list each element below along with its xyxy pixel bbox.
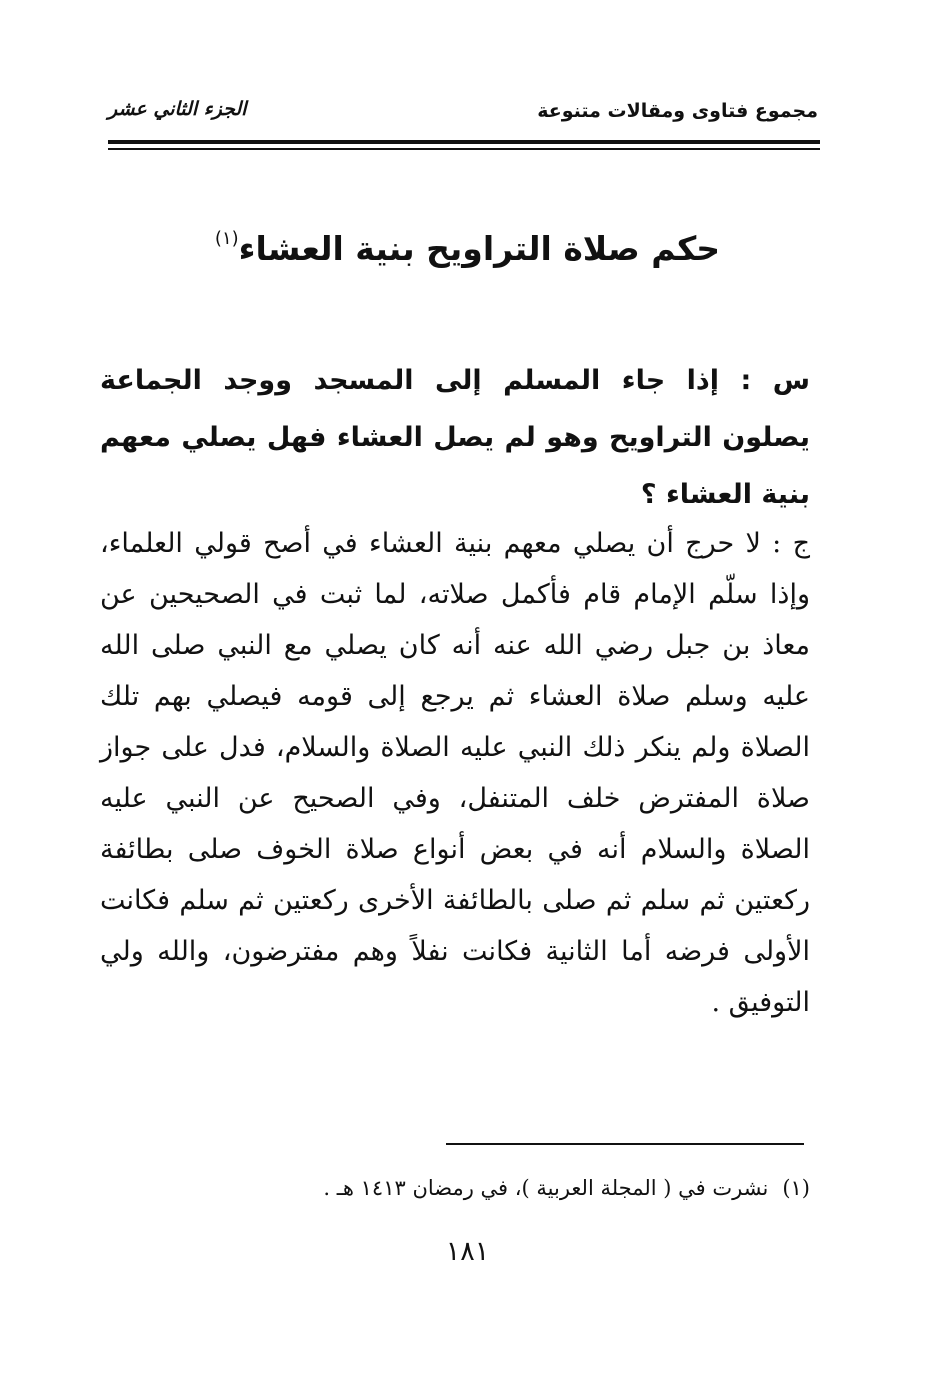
footnote-number: (١) [782, 1176, 810, 1200]
title-footnote-marker[interactable]: (١) [214, 228, 239, 249]
volume-label: الجزء الثاني عشر [108, 98, 247, 120]
article-title: حكم صلاة التراويح بنية العشاء [238, 229, 721, 268]
article-title-block [100, 228, 835, 268]
book-title: مجموع فتاوى ومقالات متنوعة [537, 100, 818, 122]
running-header [108, 100, 818, 130]
footnote-separator [446, 1143, 804, 1145]
footnote-text: نشرت في ( المجلة العربية )، في رمضان ١٤١٣ هـ . [323, 1176, 769, 1200]
footnote [240, 1176, 810, 1200]
page-number: ١٨١ [445, 1236, 490, 1267]
header-rule-thick [108, 140, 820, 144]
question-paragraph: س : إذا جاء المسلم إلى المسجد ووجد الجماعة يصلون التراويح وهو لم يصل العشاء فهل يصلي معهم بنية العشاء ؟ [100, 365, 810, 510]
answer-paragraph: ج : لا حرج أن يصلي معهم بنية العشاء في أصح قولي العلماء، وإذا سلّم الإمام قام فأكمل صلاته، لما ثبت في الصحيحين عن معاذ بن جبل رضي الله عنه أنه كان يصلي مع النبي صلى الله عليه وسلم صلاة العشاء ثم يرجع إلى قومه فيصلي بهم تلك الصلاة ولم ينكر ذلك النبي عليه الصلاة والسلام، فدل على جواز صلاة المفترض خلف المتنفل، وفي الصحيح عن النبي عليه الصلاة والسلام أنه في بعض أنواع صلاة الخوف صلى بطائفة ركعتين ثم سلم ثم صلى بالطائفة الأخرى ركعتين ثم سلم فكانت الأولى فرضه أما الثانية فكانت نفلاً وهم مفترضون، والله ولي التوفيق . [100, 528, 810, 1018]
header-rule-thin [108, 148, 820, 150]
